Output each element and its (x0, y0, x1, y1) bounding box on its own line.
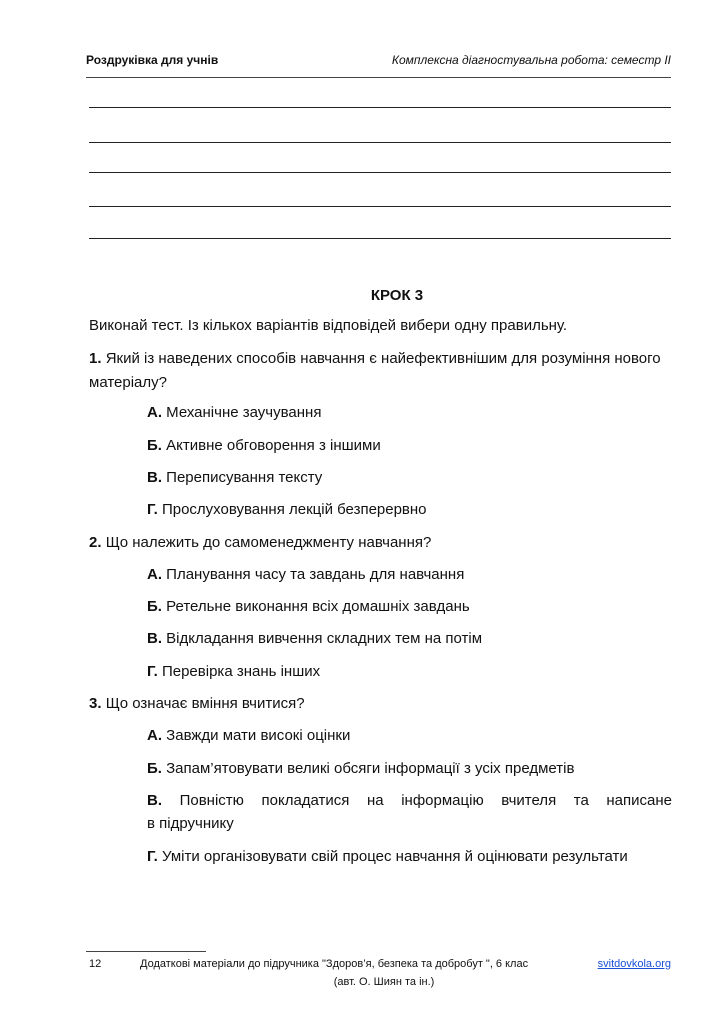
step-title: КРОК 3 (370, 287, 424, 304)
option-1b (147, 434, 672, 458)
question-1 (89, 347, 671, 395)
option-letter: В. (147, 469, 162, 486)
answer-line (89, 142, 671, 143)
option-letter: В. (147, 792, 162, 809)
option-text: в підручнику (147, 815, 234, 832)
question-3 (89, 692, 671, 716)
header-right: Комплексна діагностувальна робота: семестр II (391, 53, 671, 67)
option-text: Ретельне виконання всіх домашніх завдань (166, 598, 470, 615)
footer-link[interactable]: svitdovkola.org (597, 958, 671, 970)
answer-line (89, 206, 671, 207)
question-number: 1. (89, 350, 102, 367)
option-letter: А. (147, 566, 162, 583)
option-letter: Г. (147, 663, 158, 680)
footer-authors: (авт. О. Шиян та ін.) (333, 976, 435, 988)
option-letter: Г. (147, 848, 158, 865)
question-text: Що належить до самоменеджменту навчання? (105, 534, 432, 551)
option-text: Запам’ятовувати великі обсяги інформації з усіх предметів (166, 760, 575, 777)
option-text: Завжди мати високі оцінки (166, 727, 351, 744)
option-1d (147, 498, 672, 522)
option-letter: А. (147, 404, 162, 421)
option-2c (147, 627, 672, 651)
option-letter: Б. (147, 760, 162, 777)
answer-line (89, 107, 671, 108)
answer-line (89, 238, 671, 239)
option-letter: Б. (147, 598, 162, 615)
option-3c (147, 789, 672, 813)
footer-text: Додаткові матеріали до підручника "Здоров’я, безпека та добробут ", 6 клас (140, 958, 529, 970)
option-letter: А. (147, 727, 162, 744)
option-text: Переписування тексту (166, 469, 323, 486)
question-text: Що означає вміння вчитися? (105, 695, 305, 712)
option-text: Активне обговорення з іншими (166, 437, 381, 454)
instruction: Виконай тест. Із кількох варіантів відповідей вибери одну правильну. (89, 317, 568, 334)
option-2b (147, 595, 672, 619)
option-3d (147, 845, 672, 869)
option-2d (147, 660, 672, 684)
page-number: 12 (89, 958, 102, 970)
option-text: Повністю покладатися на інформацію вчителя та написане (179, 792, 672, 809)
option-text: Уміти організовувати свій процес навчання й оцінювати результати (161, 848, 628, 865)
option-letter: В. (147, 630, 162, 647)
question-text: Який із наведених способів навчання є найефективнішим для розуміння нового матеріалу? (89, 350, 661, 391)
question-2 (89, 531, 671, 555)
option-letter: Б. (147, 437, 162, 454)
option-text: Механічне заучування (166, 404, 322, 421)
option-text: Прослуховування лекцій безперервно (161, 501, 427, 518)
option-text: Відкладання вивчення складних тем на потім (166, 630, 483, 647)
option-text: Перевірка знань інших (161, 663, 321, 680)
answer-line (89, 172, 671, 173)
header-left: Роздруківка для учнів (86, 53, 219, 67)
option-letter: Г. (147, 501, 158, 518)
option-3a (147, 724, 672, 748)
question-number: 2. (89, 534, 102, 551)
option-2a (147, 563, 672, 587)
option-text: Планування часу та завдань для навчання (166, 566, 465, 583)
option-1c (147, 466, 672, 490)
footer-divider (86, 951, 206, 952)
option-3c-continuation (147, 812, 672, 836)
question-number: 3. (89, 695, 102, 712)
option-1a (147, 401, 672, 425)
header-divider (86, 77, 671, 78)
option-3b (147, 757, 672, 781)
